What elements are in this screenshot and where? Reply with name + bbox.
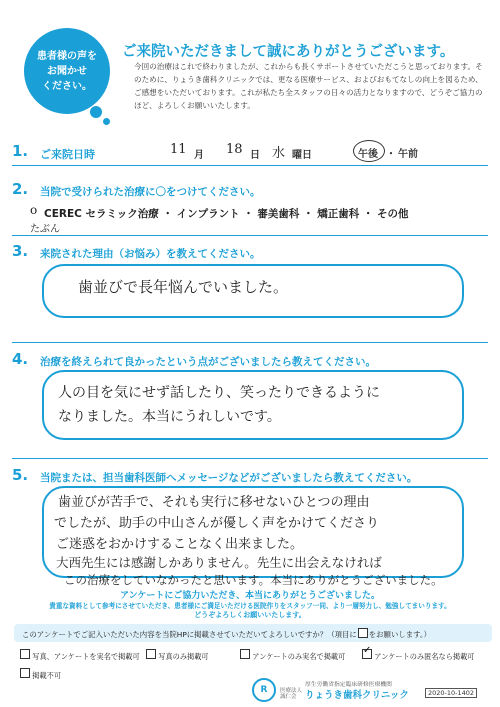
publish-question-text: このアンケートでご記入いただいた内容を当院HPに掲載させていただいてよろしいですか？（項目に xyxy=(22,630,357,639)
speech-bubble: 患者様の声を お聞かせ ください。 xyxy=(24,28,110,114)
q2-number: 2. xyxy=(12,180,29,198)
closing-line: 貴重な資料として参考にさせていただき、患者様にご満足いただける医院作りをスタッフ一同、より一層努力し、勉強してまいります。 xyxy=(49,602,451,610)
q2-options: CEREC セラミック治療 ・ インプラント ・ 審美歯科 ・ 矯正歯科 ・ その他 xyxy=(44,208,409,220)
q5-answer-line: 大西先生には感謝しかありません。先生に出会えなければ xyxy=(56,555,382,570)
q5-answer-line: でしたが、助手の中山さんが優しく声をかけてくださり xyxy=(54,516,380,531)
q1-label: ご来院日時 xyxy=(40,148,95,161)
clinic-corp: 医療法人 誠仁会 xyxy=(280,688,303,700)
checkbox[interactable] xyxy=(20,649,30,659)
q1-pm: 午後 xyxy=(358,149,378,160)
document-code: 2020-10-1402 xyxy=(425,688,477,698)
publish-option[interactable] xyxy=(20,668,61,681)
q3-number: 3. xyxy=(12,242,29,260)
publish-option-label: 写真、アンケートを実名で掲載可 xyxy=(32,652,140,661)
bubble-tail-dot xyxy=(103,118,110,125)
q2-handwritten: たぶん xyxy=(30,224,60,235)
page-title: ご来院いただきまして誠にありがとうございます。 xyxy=(122,44,455,60)
bubble-tail-dot xyxy=(90,106,102,118)
closing-line: アンケートにご協力いただき、本当にありがとうございました。 xyxy=(119,591,381,601)
intro-text: 今回の治療はこれで終わりましたが、これからも長くサポートさせていただこうと思っております。そのために、りょうき歯科クリニックでは、更なる医療サービス、およびおもてなしの向上を図るため、ご感想をいただいております。これが私たち全スタッフの日々の活力となりますので、どうぞご協力のほど、よろしくお願いいたします。 xyxy=(134,62,483,110)
q1-weekday-unit: 曜日 xyxy=(292,150,312,161)
q3-answer: 歯並びで長年悩んでいました。 xyxy=(78,278,289,296)
clinic-name: りょうき歯科クリニック xyxy=(305,690,409,701)
publish-question xyxy=(22,628,431,640)
closing-line: どうぞよろしくお願いいたします。 xyxy=(194,611,306,619)
q5-label: 当院または、担当歯科医師へメッセージなどがございましたら教えてください。 xyxy=(40,472,418,484)
q4-answer-frame xyxy=(42,370,464,440)
publish-option[interactable] xyxy=(240,649,345,662)
q1-day-unit: 日 xyxy=(250,150,260,161)
checkbox[interactable] xyxy=(146,649,156,659)
q4-number: 4. xyxy=(12,350,29,368)
q1-number: 1. xyxy=(12,142,29,160)
checkbox-checked[interactable] xyxy=(362,645,372,659)
publish-option[interactable] xyxy=(146,649,209,662)
divider xyxy=(12,458,488,459)
q1-am: 午前 xyxy=(398,149,418,160)
q1-month-value: 11 xyxy=(170,142,187,157)
q5-number: 5. xyxy=(12,466,29,484)
q5-answer-line: ご迷惑をおかけすることなく出来ました。 xyxy=(56,537,304,552)
publish-option[interactable] xyxy=(20,649,140,662)
q4-answer-line: なりました。本当にうれしいです。 xyxy=(58,409,281,425)
clinic-org: 厚生労働省指定臨床研修医療機関 xyxy=(305,682,392,688)
publish-question-tail: をお願いします。） xyxy=(368,630,431,639)
publish-option-label: アンケートのみ実名で掲載可 xyxy=(252,652,346,661)
q2-label: 当院で受けられた治療に〇をつけてください。 xyxy=(40,186,261,198)
divider xyxy=(12,235,488,236)
divider xyxy=(12,342,488,343)
checkbox-sample-icon xyxy=(358,628,368,638)
q4-answer-line: 人の目を気にせず話したり、笑ったりできるように xyxy=(58,385,380,401)
q4-label: 治療を終えられて良かったという点がございましたら教えてください。 xyxy=(40,356,376,368)
q2-circle-mark: o xyxy=(30,203,38,217)
clinic-logo-icon: R xyxy=(252,678,276,702)
q1-day-value: 18 xyxy=(226,142,243,157)
publish-option-label: アンケートのみ匿名なら掲載可 xyxy=(374,652,475,661)
publish-option-label: 写真のみ掲載可 xyxy=(158,652,209,661)
checkmark-icon: ✓ xyxy=(363,645,372,656)
divider xyxy=(12,165,488,166)
publish-option-label: 掲載不可 xyxy=(32,671,62,680)
publish-option[interactable] xyxy=(362,645,475,662)
checkbox[interactable] xyxy=(240,649,250,659)
q3-label: 来院された理由（お悩み）を教えてください。 xyxy=(40,248,261,260)
q5-answer-line: 歯並びが苦手で、それも実行に移せないひとつの理由 xyxy=(58,495,370,510)
q1-weekday-value: 水 xyxy=(272,146,286,161)
q5-answer-line: この治療をしていなかったと思います。本当にありがとうございました。 xyxy=(64,573,443,587)
checkbox[interactable] xyxy=(20,668,30,678)
q1-separator: ・ xyxy=(386,149,396,160)
q1-month-unit: 月 xyxy=(194,150,204,161)
